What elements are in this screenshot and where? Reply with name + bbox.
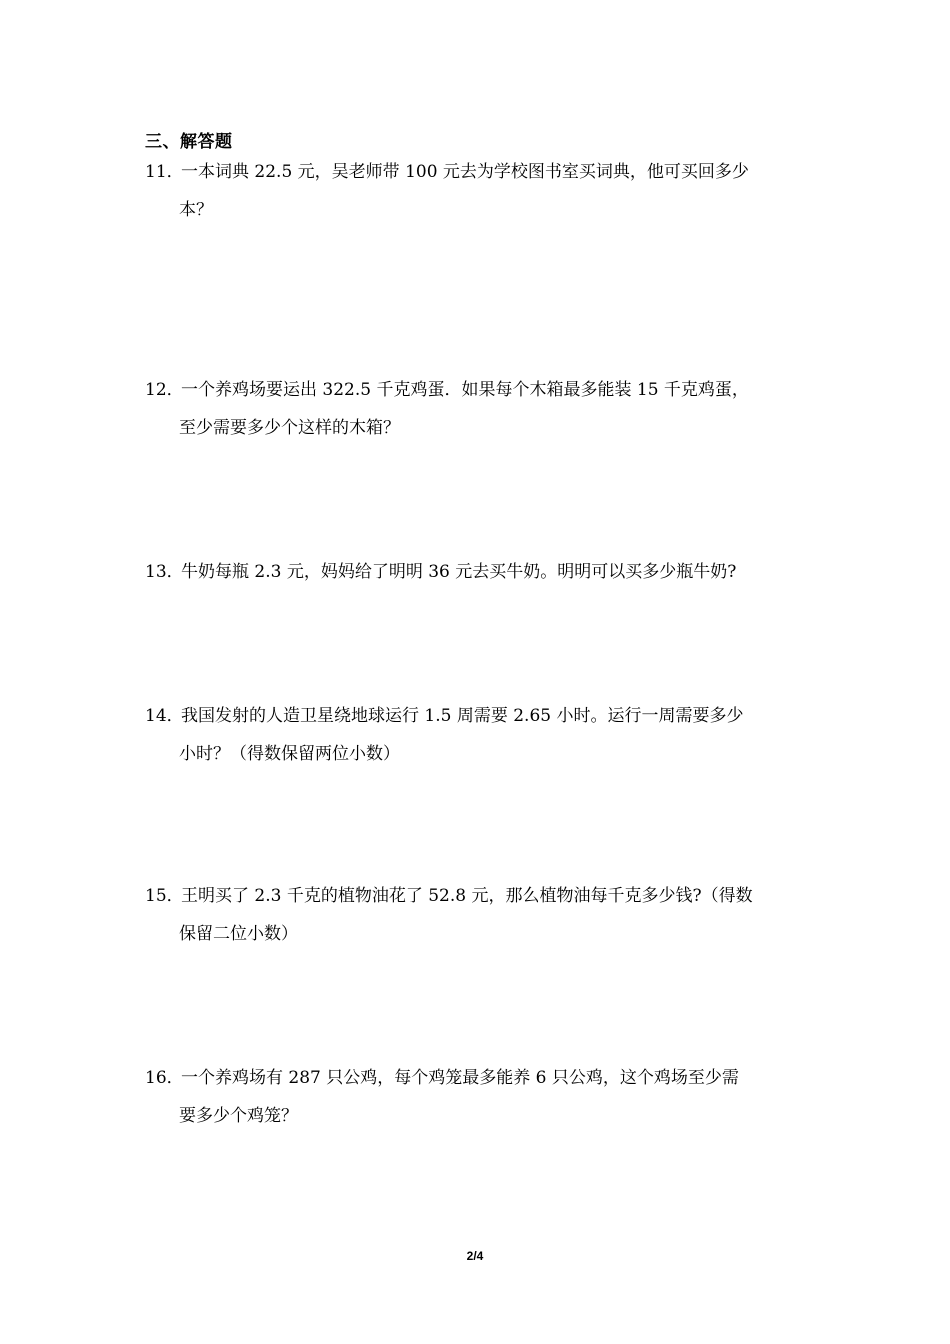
question-text-continued: 要多少个鸡笼？ <box>179 1106 298 1126</box>
question-line <box>145 153 815 191</box>
question-line <box>145 877 815 915</box>
question-number: 14． <box>145 706 184 726</box>
question-16 <box>145 1059 815 1135</box>
question-13 <box>145 553 815 591</box>
question-14 <box>145 697 815 773</box>
question-number: 12． <box>145 380 184 400</box>
question-12 <box>145 371 815 447</box>
question-text-continued: 本？ <box>179 200 213 220</box>
section-title: 三、解答题 <box>145 132 233 152</box>
question-text: 王明买了 2.3 千克的植物油花了 52.8 元，那么植物油每千克多少钱?（得数 <box>181 886 753 906</box>
question-number: 11． <box>145 162 184 182</box>
question-text: 一个养鸡场要运出 322.5 千克鸡蛋．如果每个木箱最多能装 15 千克鸡蛋， <box>181 380 749 400</box>
question-line <box>145 697 815 735</box>
question-line <box>145 553 815 591</box>
question-15 <box>145 877 815 953</box>
question-number: 15． <box>145 886 184 906</box>
question-text-continued: 至少需要多少个这样的木箱？ <box>179 418 400 438</box>
page-number: 2/4 <box>466 1249 484 1263</box>
question-text-continued: 保留二位小数） <box>179 924 298 944</box>
question-text-continued: 小时？（得数保留两位小数） <box>179 744 400 764</box>
question-11 <box>145 153 815 229</box>
question-line <box>145 1059 815 1097</box>
question-text: 一个养鸡场有 287 只公鸡，每个鸡笼最多能养 6 只公鸡，这个鸡场至少需 <box>181 1068 739 1088</box>
question-text: 我国发射的人造卫星绕地球运行 1.5 周需要 2.65 小时。运行一周需要多少 <box>181 706 744 726</box>
question-text: 牛奶每瓶 2.3 元，妈妈给了明明 36 元去买牛奶。明明可以买多少瓶牛奶? <box>181 562 737 582</box>
question-number: 16． <box>145 1068 184 1088</box>
question-number: 13． <box>145 562 184 582</box>
question-text: 一本词典 22.5 元，吴老师带 100 元去为学校图书室买词典，他可买回多少 <box>181 162 749 182</box>
question-line <box>145 371 815 409</box>
